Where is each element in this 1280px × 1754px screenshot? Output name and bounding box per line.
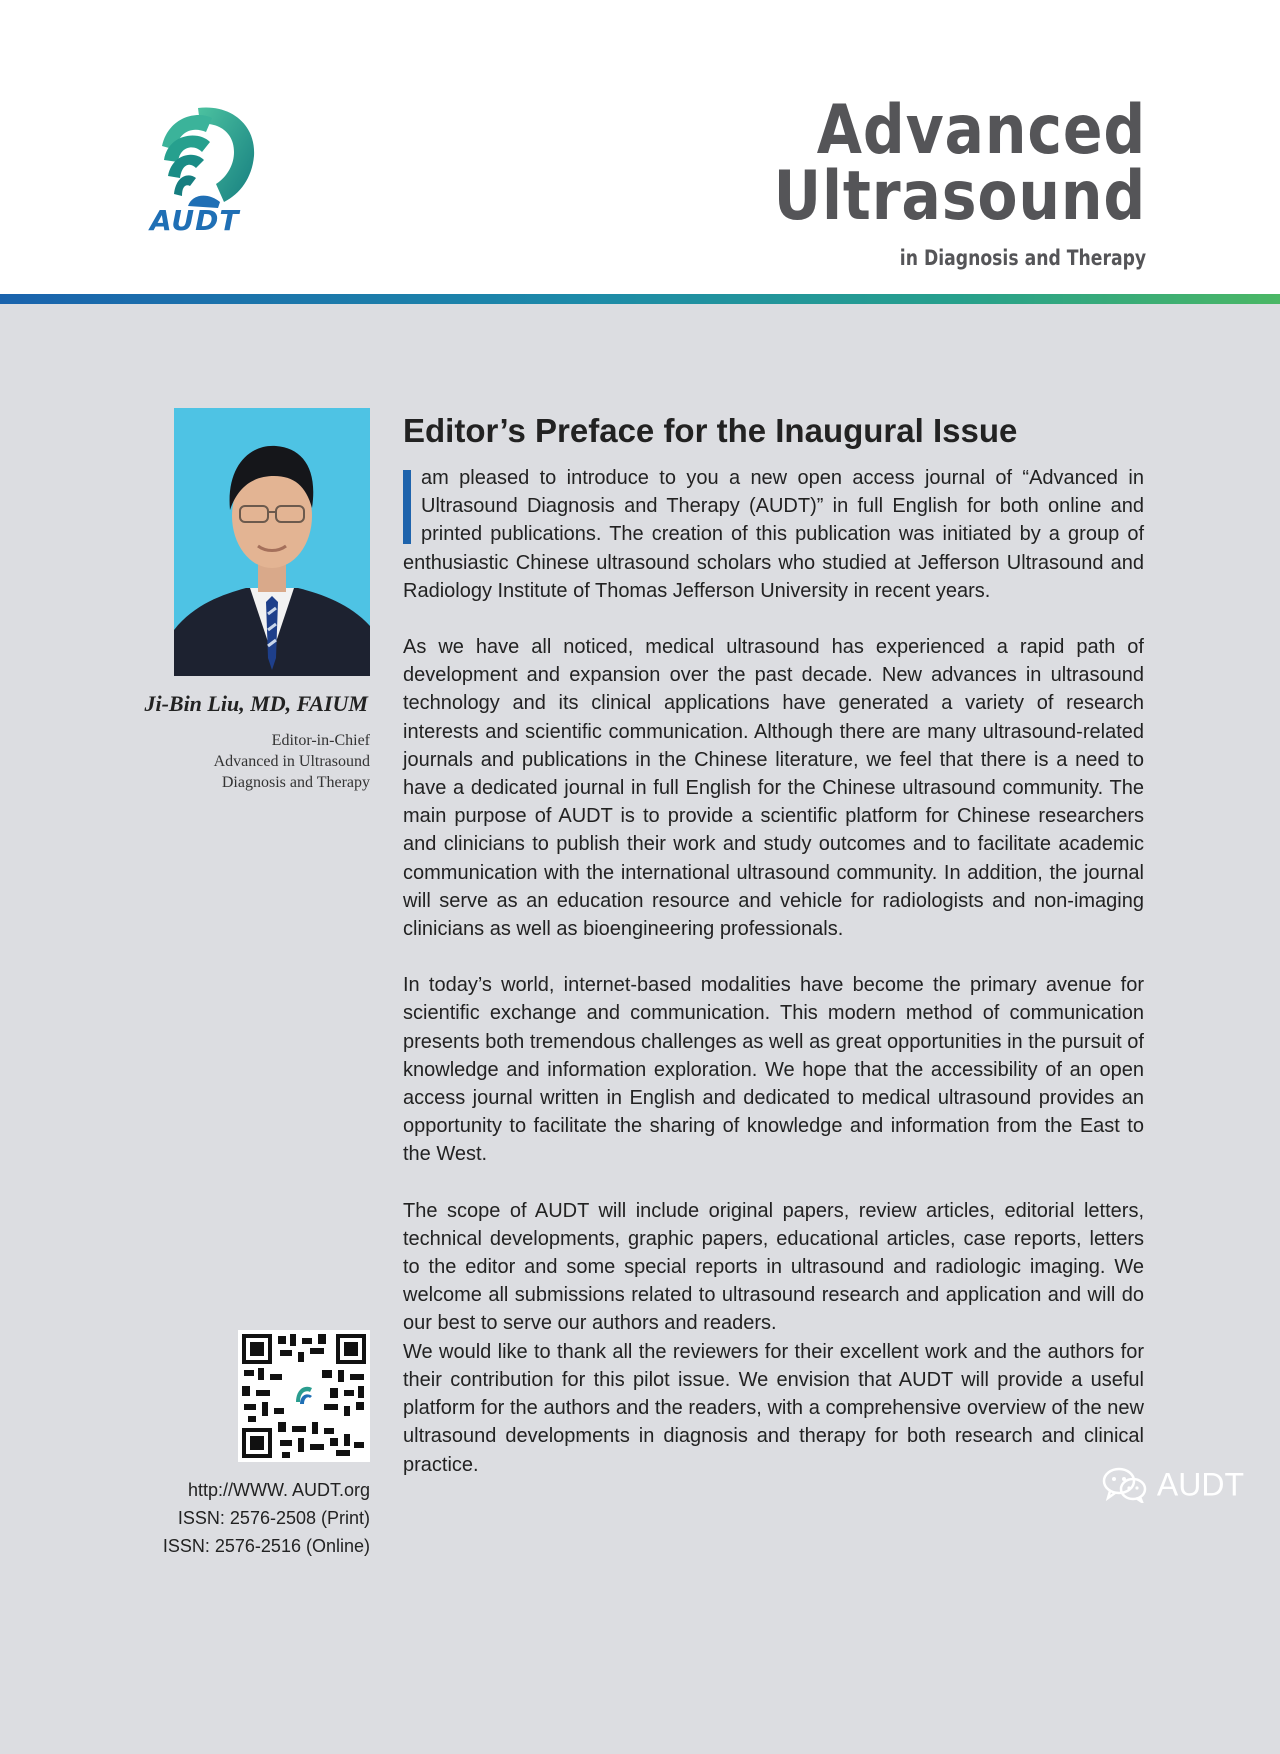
audt-logo xyxy=(148,102,266,238)
drop-cap-bar xyxy=(403,470,411,544)
wechat-watermark xyxy=(1102,1462,1244,1502)
article-paragraph xyxy=(403,464,1144,605)
article-paragraph: We would like to thank all the reviewers for their excellent work and the authors for their contribution for this pilot issue. We envision that AUDT will provide a useful platform for the authors and the readers, with a comprehensive overview of the new ultrasound developments in diagnosis and therapy for both research and clinical practice. xyxy=(403,1340,1144,1476)
article-paragraph: As we have all noticed, medical ultrasound has experienced a rapid path of development and expansion over the past decade. New advances in ultrasound technology and its clinical applications have generated a variety of research interests and scientific communication. Although there are many ultrasound-related journals and publications in the Chinese literature, we feel that there is a need to have a dedicated journal in full English for the Chinese ultrasound community. The main purpose of AUDT is to provide a scientific platform for Chinese researchers and clinicians to publish their work and study outcomes and to facilitate academic communication with the international ultrasound community. In addition, the journal will serve as an education resource and vehicle for radiologists and non-imaging clinicians as well as bioengineering professionals. xyxy=(403,636,1144,941)
journal-title xyxy=(713,91,1146,270)
logo-wordmark: AUDT xyxy=(150,204,240,237)
page-body xyxy=(0,304,1280,1754)
author-name: Ji-Bin Liu, MD, FAIUM xyxy=(144,691,368,716)
issn-print: ISSN: 2576-2508 (Print) xyxy=(177,1508,370,1528)
journal-info xyxy=(163,1476,370,1560)
ultrasound-waves-icon xyxy=(148,102,266,212)
author-role xyxy=(214,730,370,793)
qr-code-image xyxy=(238,1330,370,1462)
journal-subtitle: in Diagnosis and Therapy xyxy=(899,246,1146,270)
qr-code[interactable] xyxy=(238,1330,370,1462)
article-paragraph: In today’s world, internet-based modalities have become the primary avenue for scientific exchange and communication. This modern method of communication presents both tremendous challenges as well as great opportunities in the pursuit of knowledge and information exploration. We hope that the accessibility of an open access journal written in English and dedicated to medical ultrasound provides an opportunity to facilitate the sharing of knowledge and information from the East to the West. xyxy=(403,974,1144,1166)
issn-online: ISSN: 2576-2516 (Online) xyxy=(162,1536,370,1556)
portrait-image xyxy=(174,408,370,676)
author-photo xyxy=(174,408,370,676)
author-role-line: Advanced in Ultrasound xyxy=(213,753,370,770)
page-header xyxy=(0,0,1280,294)
article-title: Editor’s Preface for the Inaugural Issue xyxy=(403,412,1018,449)
article-paragraph: The scope of AUDT will include original papers, review articles, editorial letters, technical developments, graphic papers, educational articles, case reports, letters to the editor and some special reports in ultrasound and radiologic imaging. We welcome all submissions related to ultrasound research and application and will do our best to serve our authors and readers. xyxy=(403,1199,1144,1335)
paragraph-text: am pleased to introduce to you a new open access journal of “Advanced in Ultrasound Diagnosis and Therapy (AUDT)” in full English for both online and printed publications. The creation of this publication was initiated by a group of enthusiastic Chinese ultrasound scholars who studied at Jefferson Ultrasound and Radiology Institute of Thomas Jefferson University in recent years. xyxy=(403,467,1144,602)
author-role-line: Diagnosis and Therapy xyxy=(221,774,370,791)
journal-url[interactable]: http://WWW. AUDT.org xyxy=(187,1480,370,1500)
header-divider xyxy=(0,294,1280,304)
author-role-line: Editor-in-Chief xyxy=(271,732,370,749)
wechat-icon xyxy=(1102,1467,1148,1503)
article xyxy=(403,408,1144,1479)
journal-title-line1: Advanced xyxy=(816,91,1146,170)
watermark-label: AUDT xyxy=(1156,1466,1244,1503)
journal-title-line2: Ultrasound xyxy=(773,157,1146,236)
